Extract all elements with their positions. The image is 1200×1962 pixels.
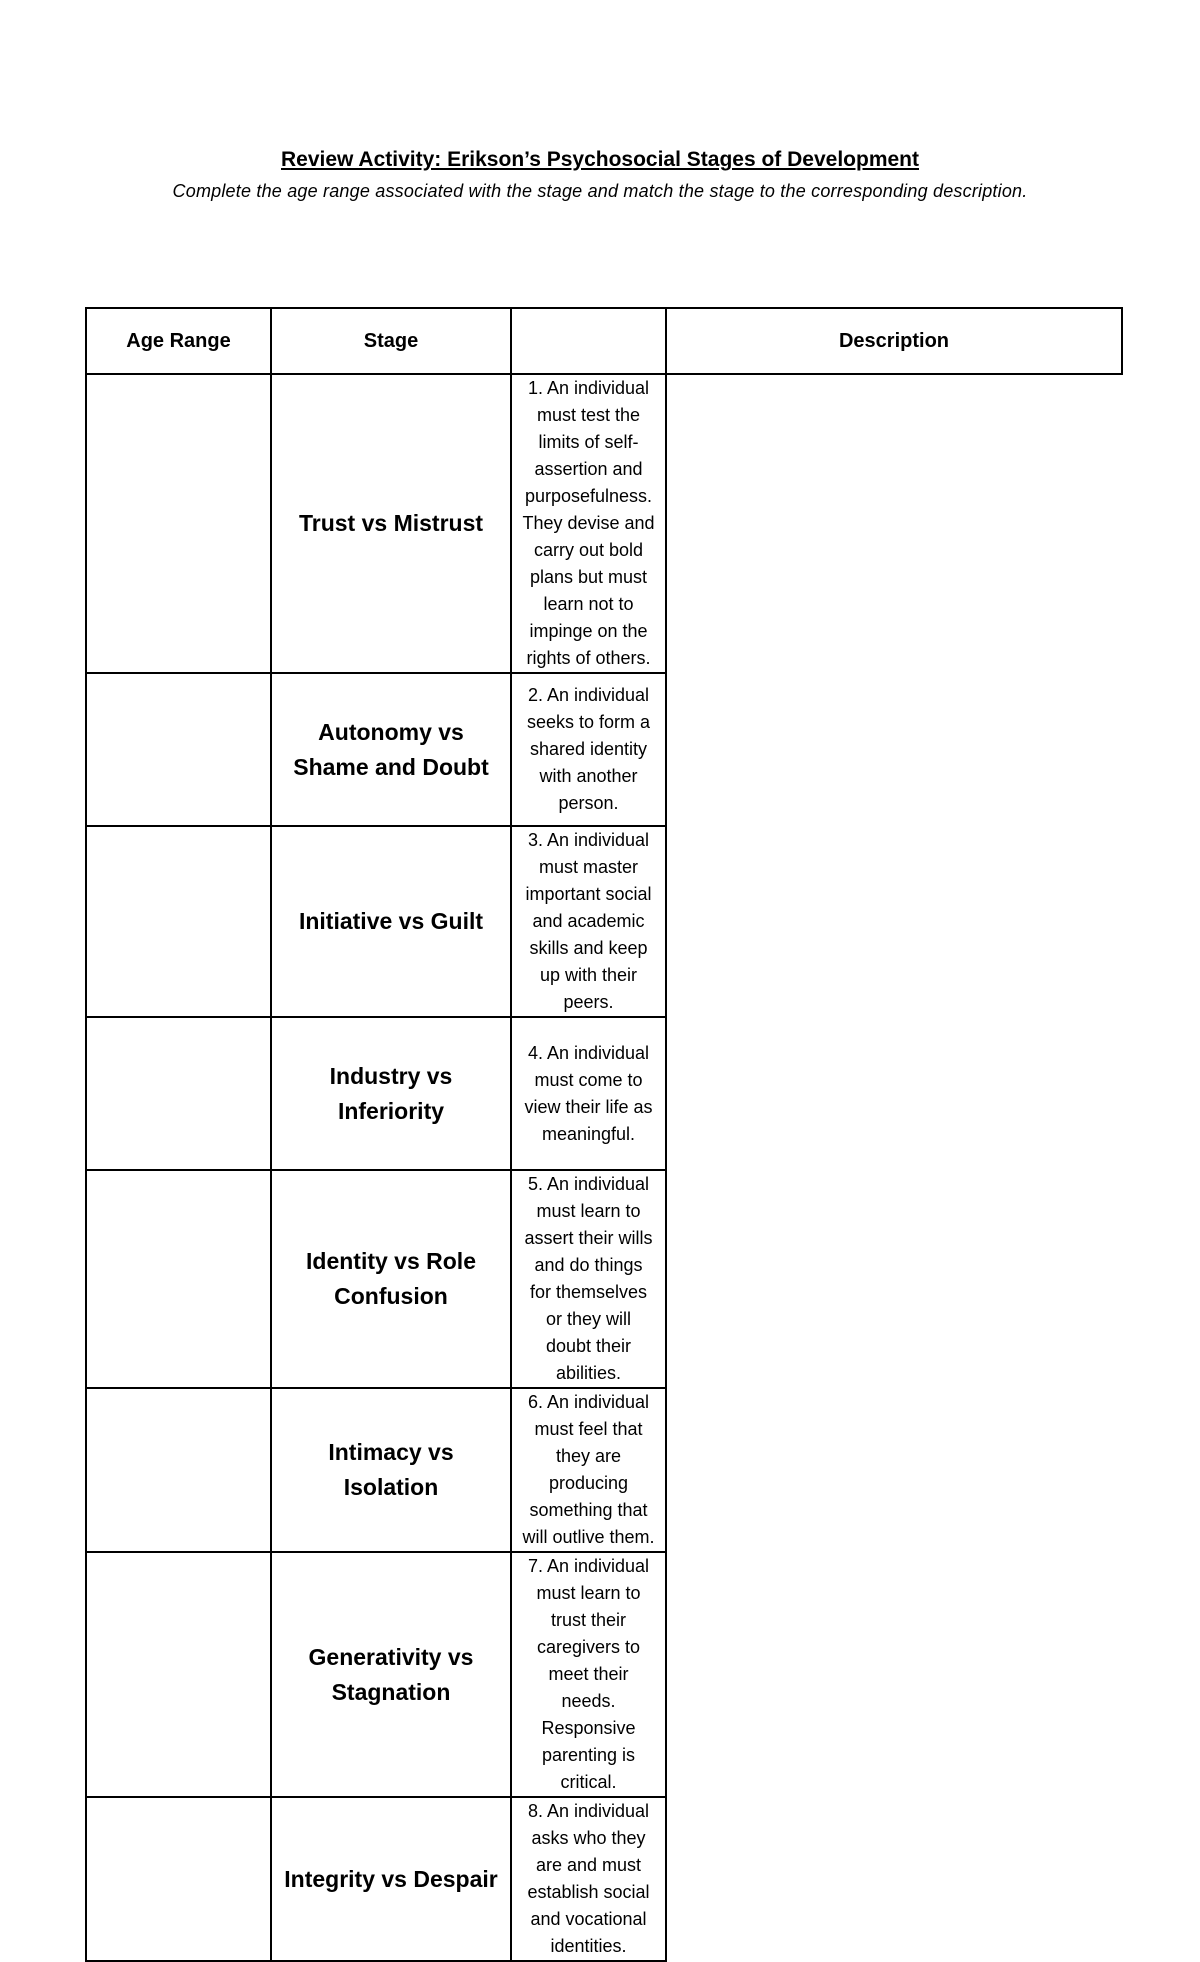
table-row [86, 826, 1122, 1017]
description-text: 4. An individual must come to view their life as meaningful. [524, 1042, 653, 1144]
header-description: Description [666, 308, 1122, 374]
stage-cell [271, 1388, 511, 1552]
table-row [86, 1017, 1122, 1170]
stage-cell [271, 1552, 511, 1797]
table-row [86, 1388, 1122, 1552]
table-row [86, 1552, 1122, 1797]
description-text: 8. An individual asks who they are and must establish social and vocational identities. [527, 1801, 650, 1956]
stage-cell [271, 374, 511, 673]
description-cell [511, 673, 666, 826]
matching-gap-column [511, 308, 666, 374]
description-cell [511, 1388, 666, 1552]
table-row [86, 1170, 1122, 1388]
stage-cell [271, 1797, 511, 1961]
stage-cell [271, 826, 511, 1017]
stage-label: Identity vs Role Confusion [306, 1248, 476, 1309]
stage-cell [271, 1170, 511, 1388]
age-range-input-cell[interactable] [86, 1552, 271, 1797]
description-text: 2. An individual seeks to form a shared identity with another person. [526, 685, 651, 813]
age-range-input-cell[interactable] [86, 374, 271, 673]
table-header-row [86, 308, 1122, 374]
table-row [86, 673, 1122, 826]
stage-label: Generativity vs Stagnation [308, 1643, 474, 1705]
description-text: 3. An individual must master important social and academic skills and keep up with their peers. [525, 830, 652, 1012]
age-range-input-cell[interactable] [86, 826, 271, 1017]
description-cell [511, 1797, 666, 1961]
stage-label: Industry vs Inferiority [329, 1062, 453, 1124]
stage-label: Autonomy vs Shame and Doubt [293, 718, 489, 780]
age-range-input-cell[interactable] [86, 1388, 271, 1552]
description-text: 7. An individual must learn to trust their caregivers to meet their needs. Responsive parenting is critical. [527, 1556, 650, 1792]
description-text: 1. An individual must test the limits of self-assertion and purposefulness. They devise and carry out bold plans but must learn not to impinge on the rights of others. [522, 378, 655, 668]
instructions-text: Complete the age range associated with the stage and match the stage to the corresponding description. [172, 181, 1028, 201]
table-row [86, 374, 1122, 673]
document-header [0, 146, 1200, 207]
description-cell [511, 1017, 666, 1170]
stage-label: Intimacy vs Isolation [328, 1439, 454, 1500]
description-text: 5. An individual must learn to assert their wills and do things for themselves or they will doubt their abilities. [524, 1174, 653, 1383]
stage-label: Initiative vs Guilt [298, 908, 484, 934]
description-text: 6. An individual must feel that they are producing something that will outlive them. [522, 1392, 655, 1547]
stage-label: Trust vs Mistrust [298, 510, 484, 536]
header-age-range: Age Range [86, 308, 271, 374]
age-range-input-cell[interactable] [86, 673, 271, 826]
age-range-input-cell[interactable] [86, 1170, 271, 1388]
stage-cell [271, 673, 511, 826]
header-stage: Stage [271, 308, 511, 374]
stage-cell [271, 1017, 511, 1170]
age-range-input-cell[interactable] [86, 1017, 271, 1170]
age-range-input-cell[interactable] [86, 1797, 271, 1961]
page-title: Review Activity: Erikson’s Psychosocial Stages of Development [281, 148, 919, 171]
worksheet-table [85, 307, 1123, 1962]
table-row [86, 1797, 1122, 1961]
description-cell [511, 826, 666, 1017]
description-cell [511, 1552, 666, 1797]
description-cell [511, 374, 666, 673]
description-cell [511, 1170, 666, 1388]
stage-label: Integrity vs Despair [284, 1865, 498, 1892]
